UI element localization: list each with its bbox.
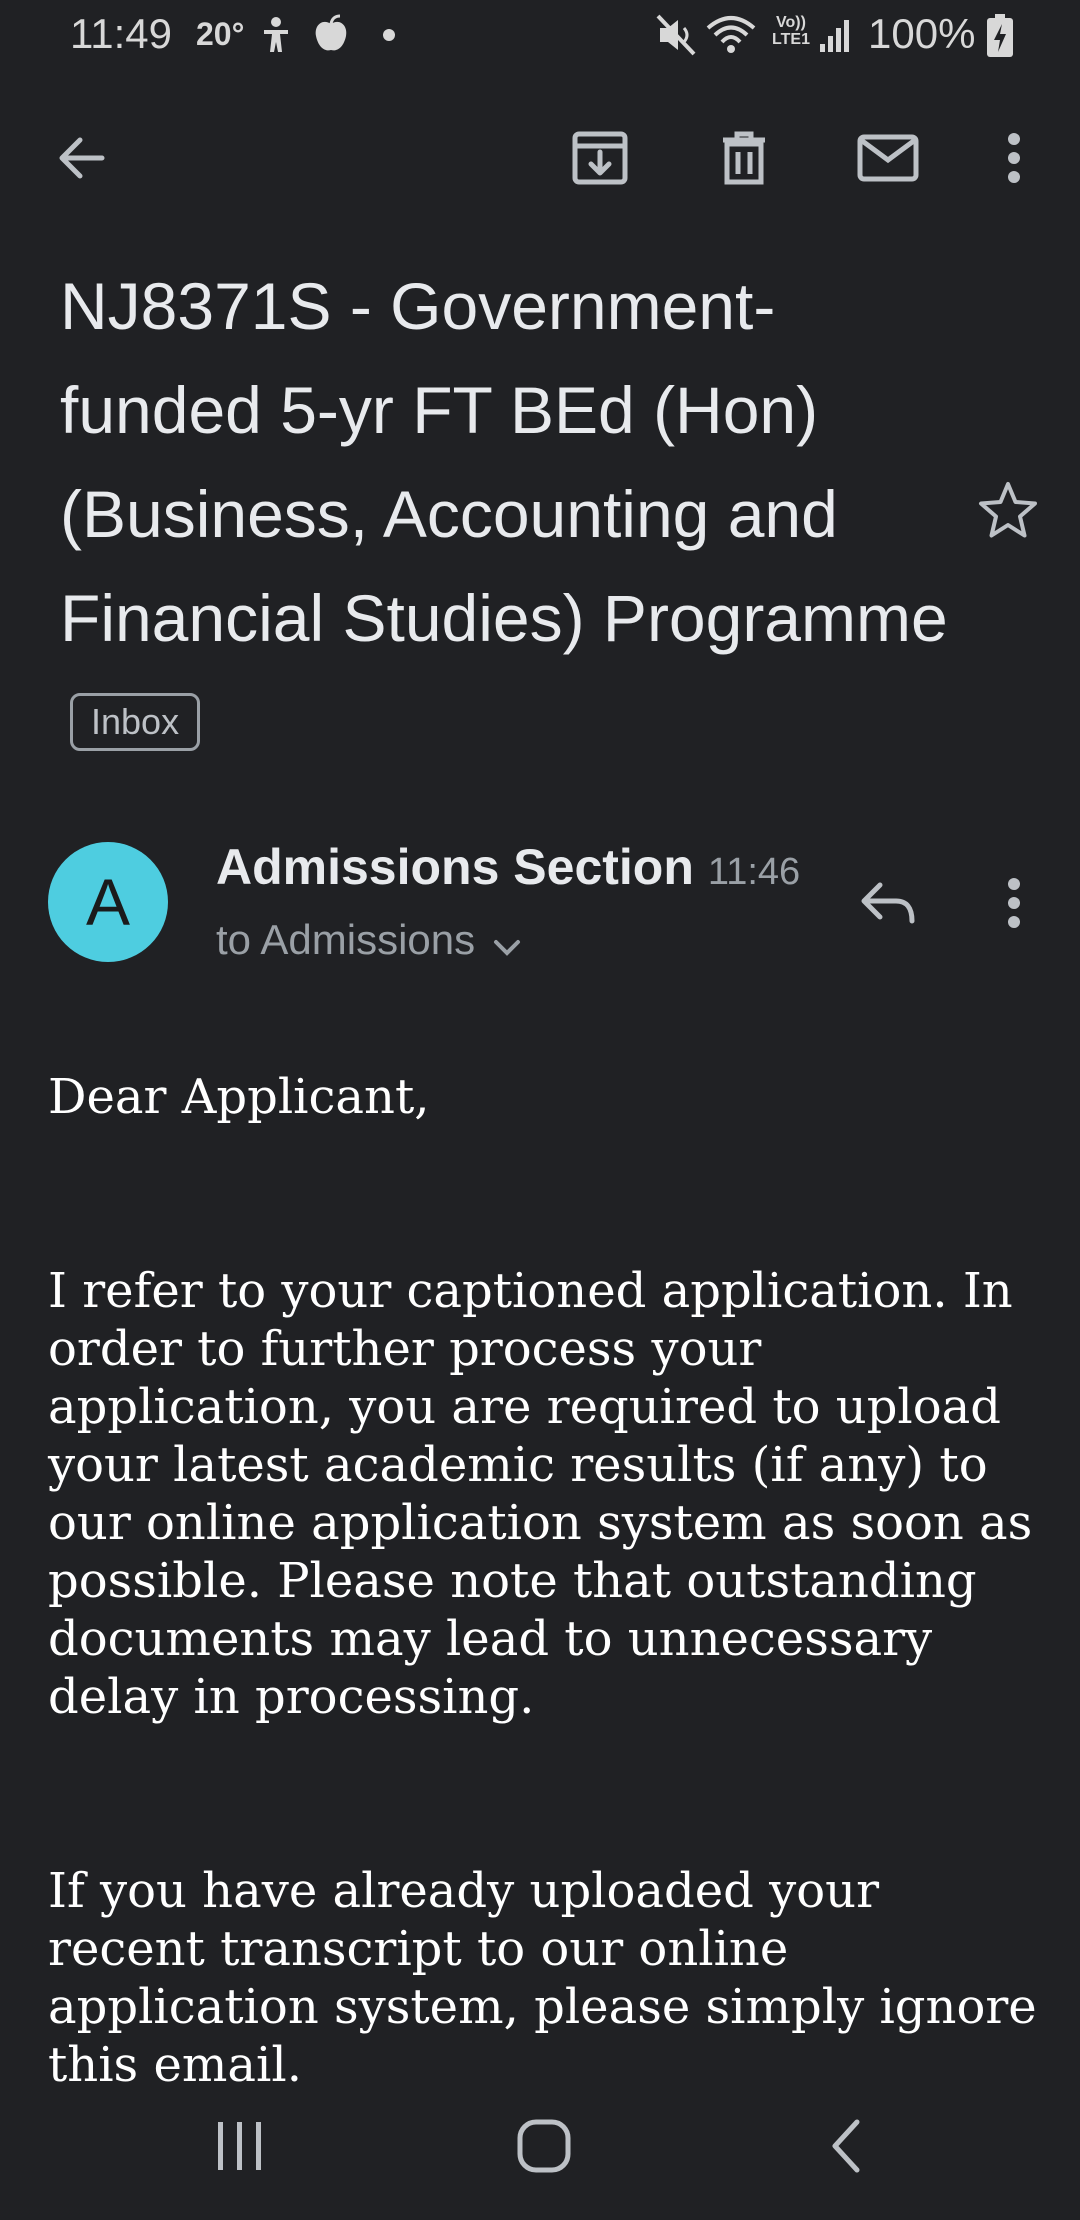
back-button[interactable]: [34, 110, 130, 206]
star-button[interactable]: [960, 462, 1056, 558]
reply-button[interactable]: [840, 855, 936, 951]
delete-icon: [719, 130, 769, 186]
status-time: 11:49: [70, 10, 172, 57]
more-vert-icon: [1007, 132, 1021, 184]
archive-button[interactable]: [552, 110, 648, 206]
network-type-label: Vo)) LTE1: [772, 14, 810, 48]
battery-percentage: 100%: [868, 10, 976, 57]
more-vert-icon: [1007, 877, 1021, 929]
sender-name: Admissions Section: [216, 839, 694, 895]
recent-apps-button[interactable]: [180, 2096, 300, 2196]
reply-icon: [860, 881, 916, 925]
email-body: [48, 1068, 1048, 2094]
more-options-button[interactable]: [966, 110, 1062, 206]
star-icon: [977, 480, 1039, 540]
mark-unread-button[interactable]: [840, 110, 936, 206]
back-arrow-icon: [56, 132, 108, 184]
accessibility-icon: [258, 16, 294, 59]
dot-icon: [382, 28, 396, 47]
sender-avatar[interactable]: A: [48, 842, 168, 962]
signal-icon: [818, 16, 854, 59]
recipient-details-toggle[interactable]: [216, 916, 521, 967]
email-greeting: Dear Applicant,: [48, 1069, 430, 1125]
subject-text: NJ8371S - Government-funded 5-yr FT BEd (Hon) (Business, Accounting and Financial Studies) Programme: [60, 269, 948, 655]
back-icon: [829, 2118, 863, 2174]
apple-icon: [312, 14, 350, 59]
sender-line: [216, 838, 800, 896]
system-back-button[interactable]: [786, 2096, 906, 2196]
email-subject: [60, 254, 960, 774]
mark-unread-icon: [857, 134, 919, 182]
recipient-text: to Admissions: [216, 916, 476, 963]
home-icon: [516, 2118, 572, 2174]
delete-button[interactable]: [696, 110, 792, 206]
email-paragraph: I refer to your captioned application. In order to further process your application, you are required to upload your latest academic results (if any) to our online application system as soon as possible. Please note that outstanding documents may lead to unnecessary delay in processing.: [48, 1263, 1033, 1725]
status-temperature: 20°: [196, 16, 245, 52]
recent-apps-icon: [215, 2120, 265, 2172]
inbox-label-chip[interactable]: Inbox: [70, 693, 200, 751]
email-paragraph: If you have already uploaded your recent transcript to our online application system, please simply ignore this email.: [48, 1863, 1037, 2093]
message-more-options-button[interactable]: [966, 855, 1062, 951]
home-button[interactable]: [484, 2096, 604, 2196]
chevron-down-icon: [493, 919, 521, 967]
wifi-icon: [706, 14, 756, 61]
sent-time: 11:46: [707, 851, 801, 893]
status-bar: [0, 0, 1080, 72]
navigation-bar: [0, 2076, 1080, 2220]
toolbar: [0, 110, 1080, 206]
archive-icon: [571, 130, 629, 186]
battery-charging-icon: [986, 14, 1014, 63]
mute-icon: [656, 14, 698, 61]
